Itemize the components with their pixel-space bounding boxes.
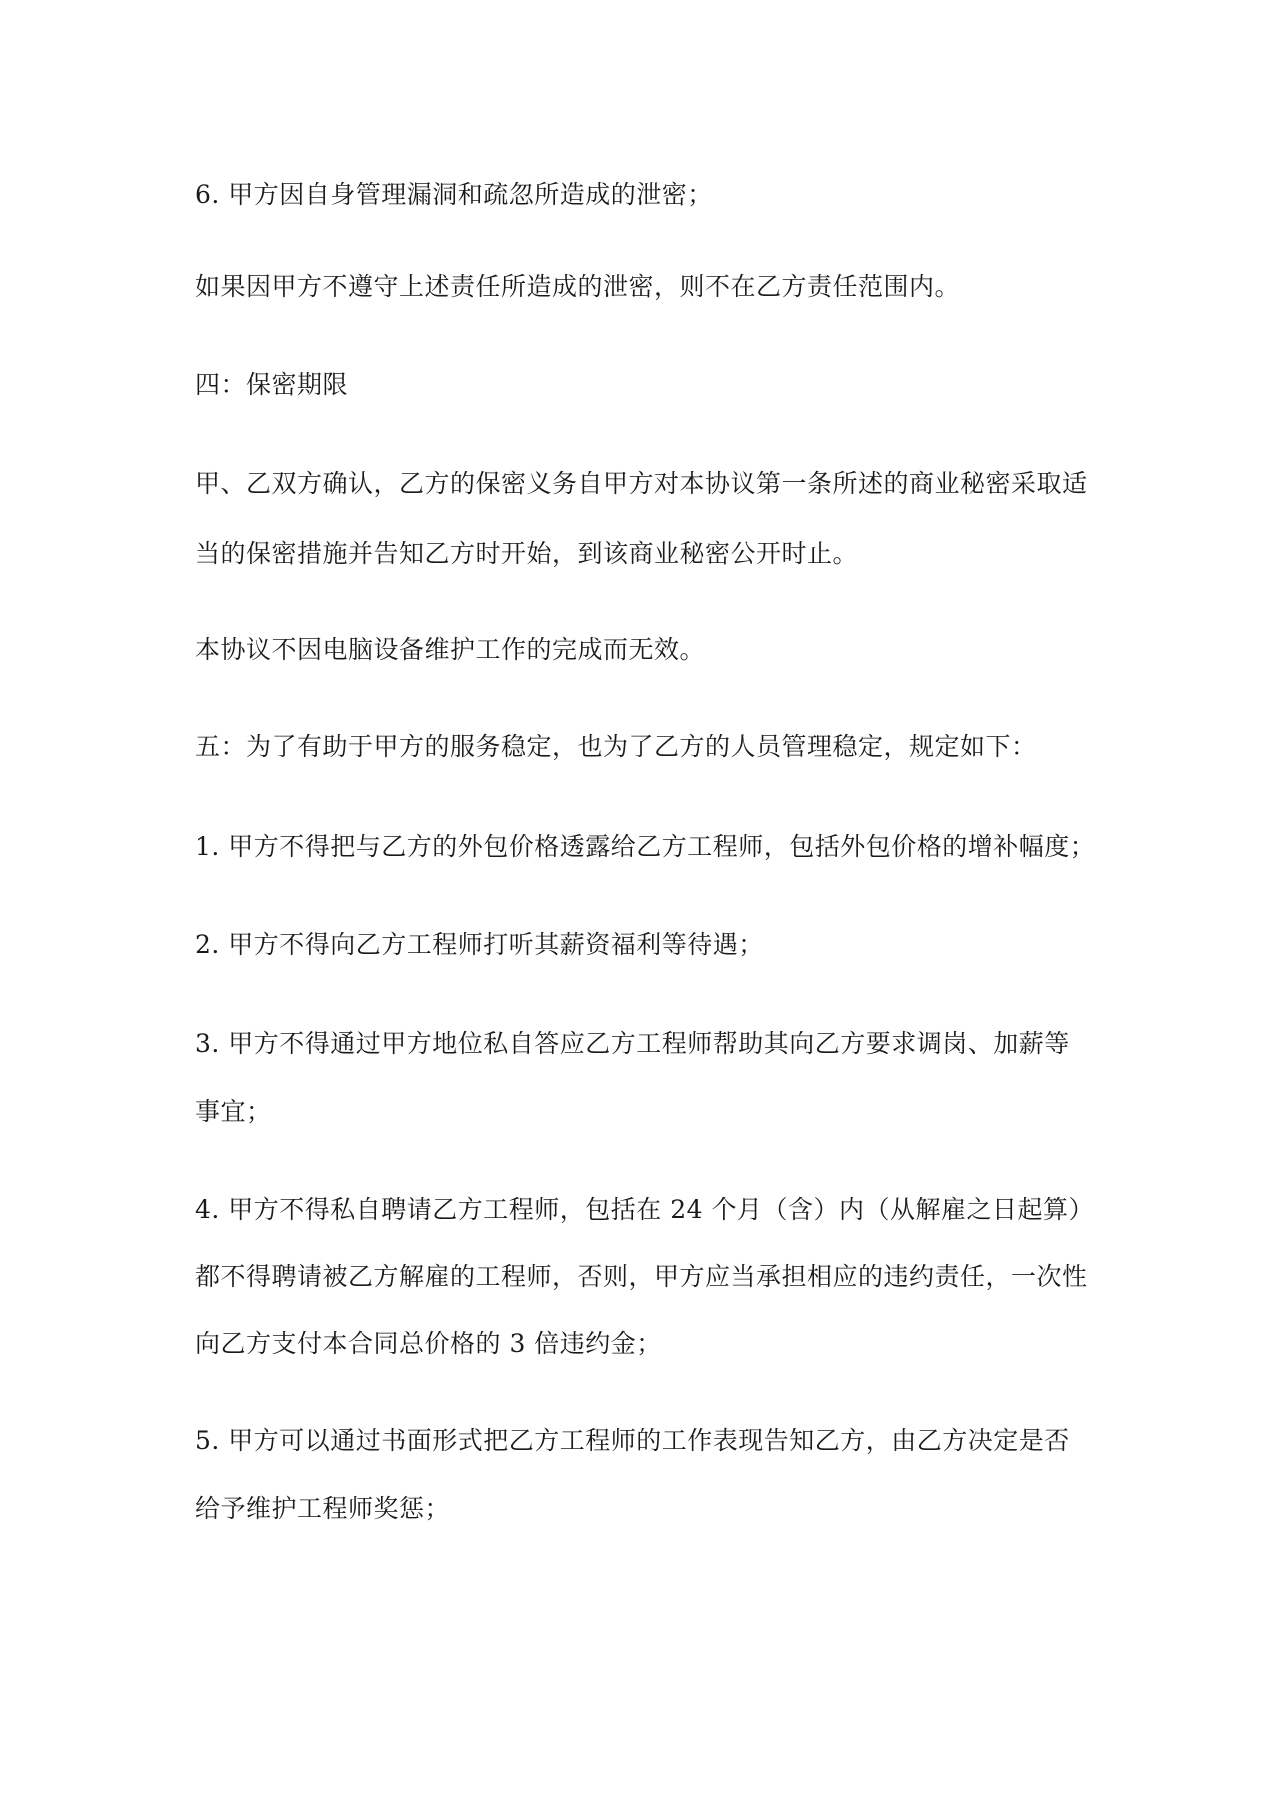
section-4-heading: 四：保密期限 [195, 370, 349, 399]
clause-2-line: 2. 甲方不得向乙方工程师打听其薪资福利等待遇； [195, 930, 764, 959]
clause-4-line-3: 向乙方支付本合同总价格的 3 倍违约金； [195, 1329, 662, 1358]
clause-3-line-2: 事宜； [195, 1097, 272, 1126]
clause-5-line-2: 给予维护工程师奖惩； [195, 1494, 451, 1523]
clause-1-line: 1. 甲方不得把与乙方的外包价格透露给乙方工程师，包括外包价格的增补幅度； [195, 832, 1096, 861]
clause-5-line-1: 5. 甲方可以通过书面形式把乙方工程师的工作表现告知乙方，由乙方决定是否 [195, 1426, 1070, 1455]
clause-4-line-1: 4. 甲方不得私自聘请乙方工程师，包括在 24 个月（含）内（从解雇之日起算） [195, 1195, 1095, 1224]
clause-3-line-1: 3. 甲方不得通过甲方地位私自答应乙方工程师帮助其向乙方要求调岗、加薪等 [195, 1029, 1070, 1058]
section-5-heading: 五：为了有助于甲方的服务稳定，也为了乙方的人员管理稳定，规定如下： [195, 732, 1037, 761]
validity-note-line: 本协议不因电脑设备维护工作的完成而无效。 [195, 635, 706, 664]
clause-4-line-2: 都不得聘请被乙方解雇的工程师，否则，甲方应当承担相应的违约责任，一次性 [195, 1262, 1088, 1291]
section-4-paragraph-line-1: 甲、乙双方确认，乙方的保密义务自甲方对本协议第一条所述的商业秘密采取适 [195, 469, 1088, 498]
responsibility-note-line: 如果因甲方不遵守上述责任所造成的泄密，则不在乙方责任范围内。 [195, 272, 961, 301]
clause-6-line: 6. 甲方因自身管理漏洞和疏忽所造成的泄密； [195, 180, 713, 209]
section-4-paragraph-line-2: 当的保密措施并告知乙方时开始，到该商业秘密公开时止。 [195, 539, 859, 568]
